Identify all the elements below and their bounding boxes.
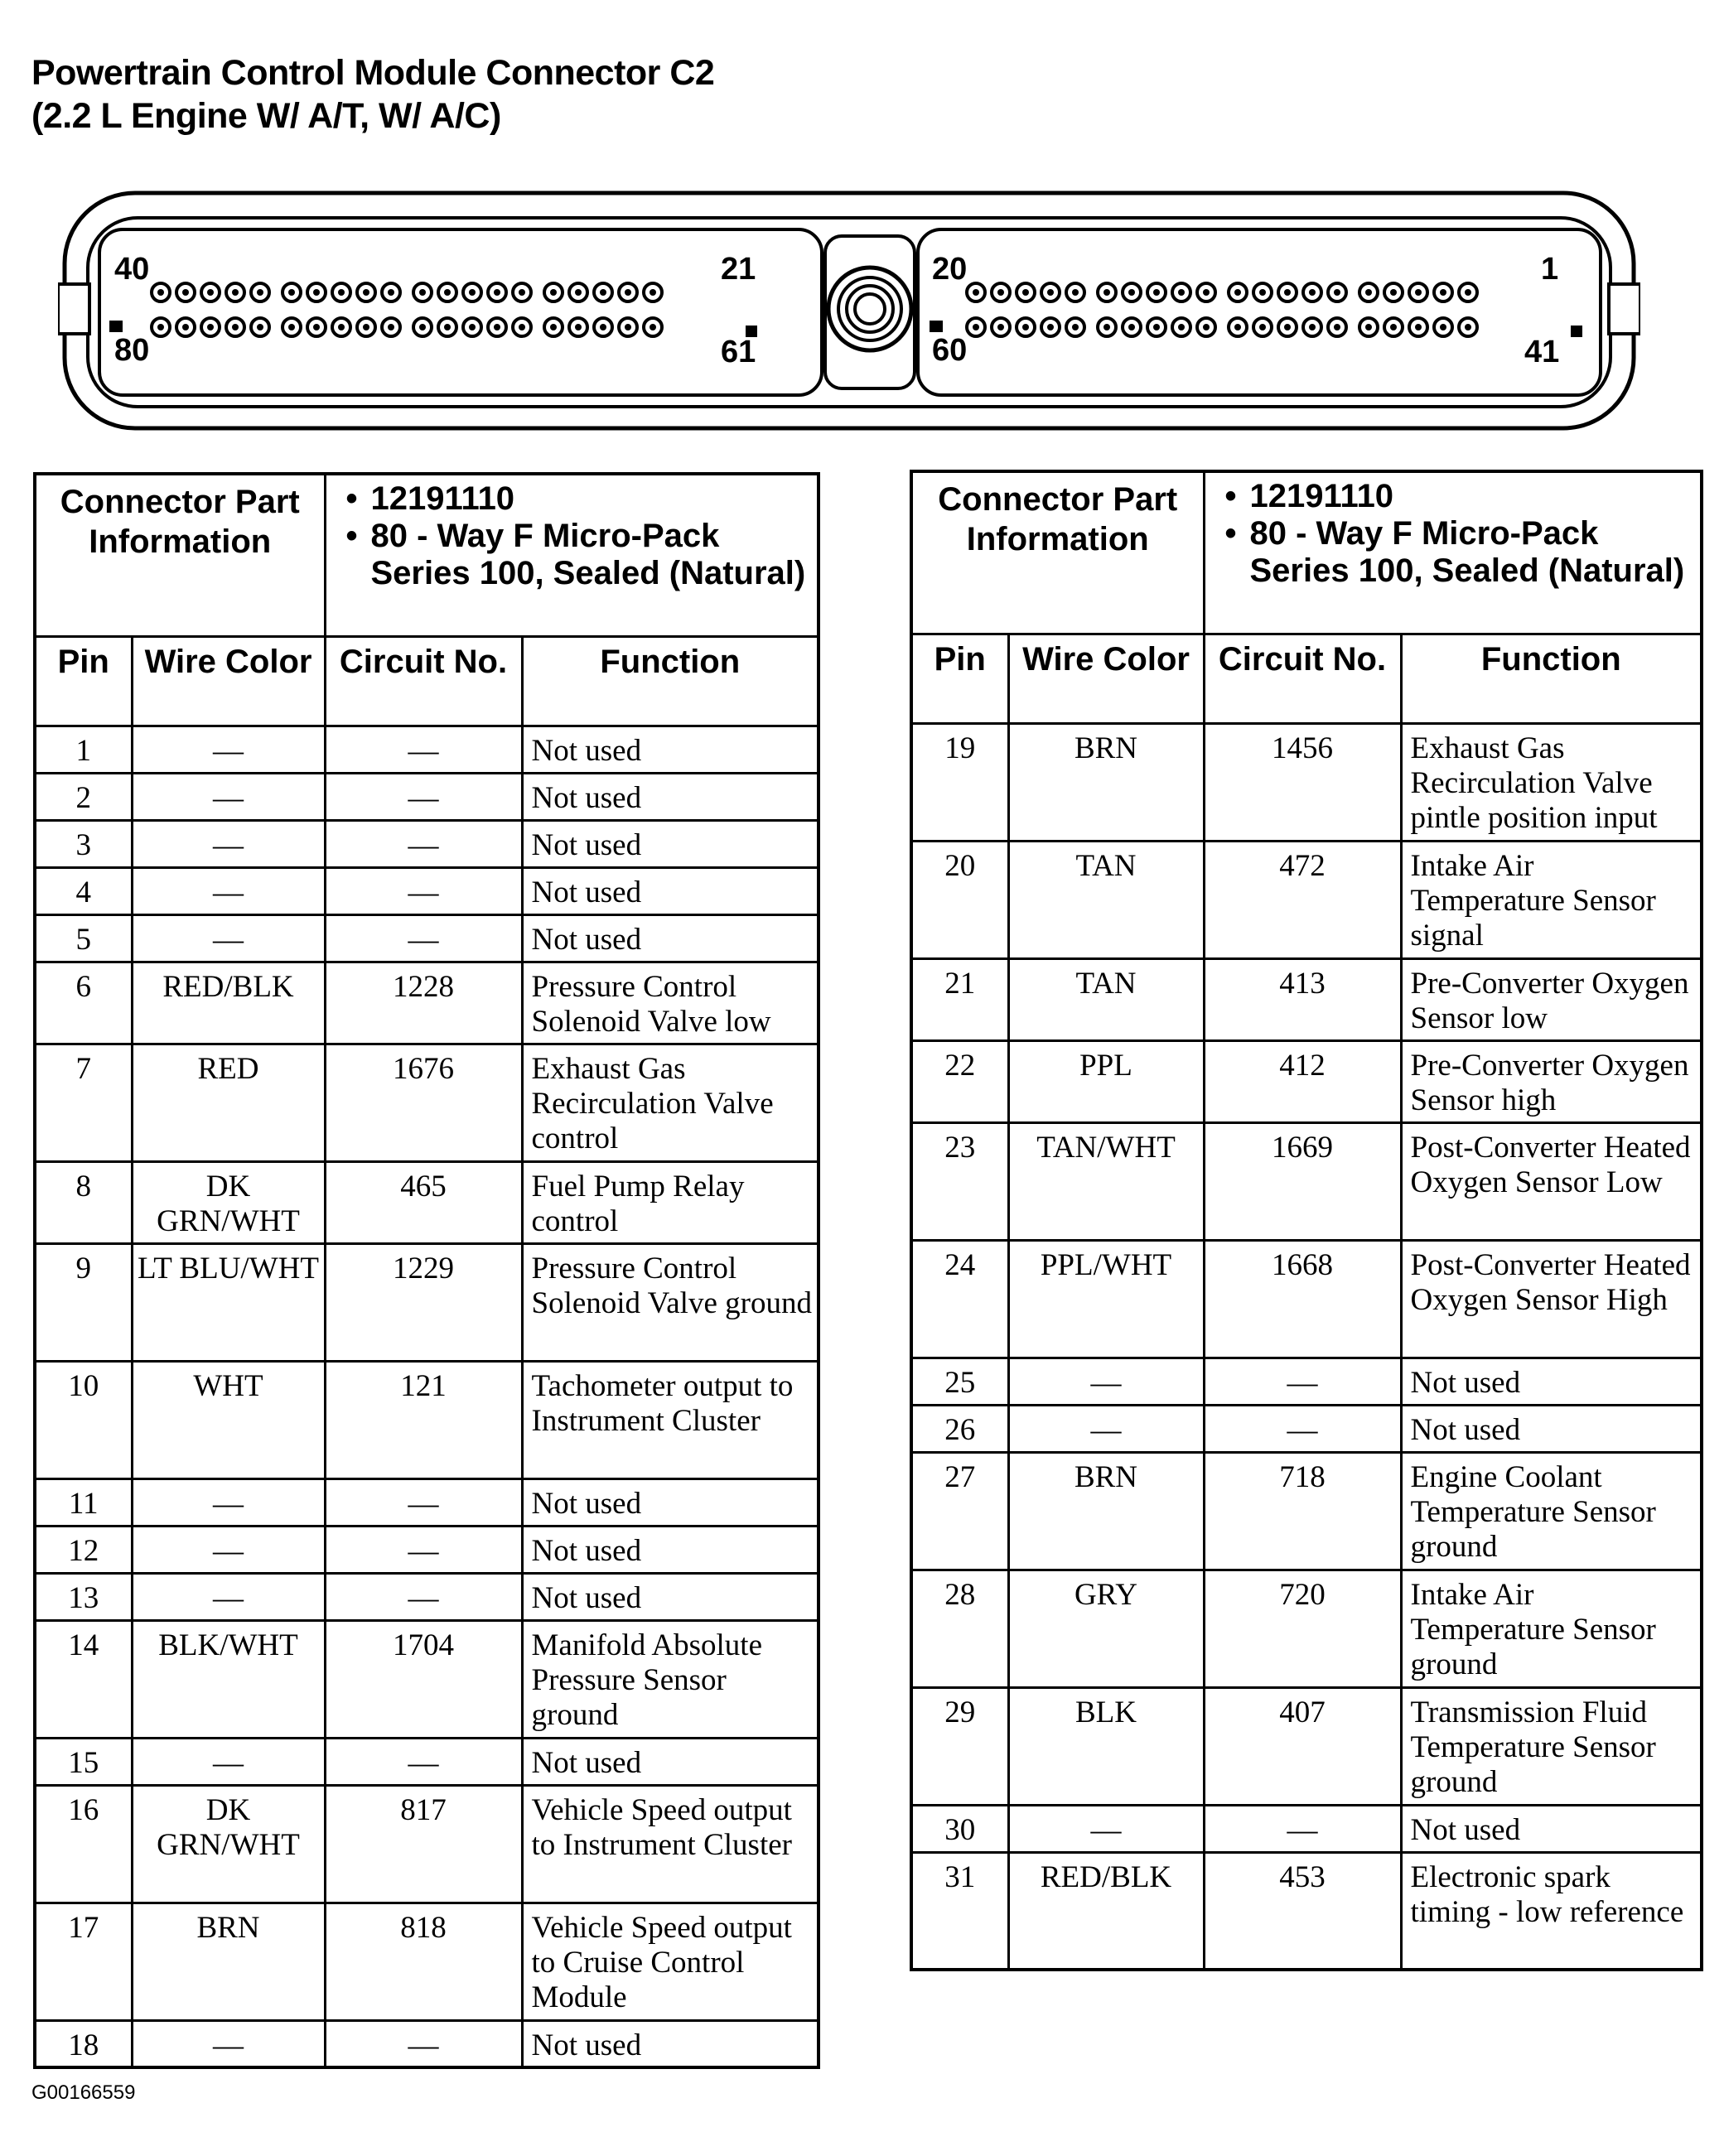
- wire-color-cell: —: [132, 773, 325, 820]
- wire-color-cell: WHT: [132, 1361, 325, 1478]
- pin-socket-center: [575, 324, 582, 330]
- function-cell: Not used: [1401, 1805, 1702, 1852]
- table-row: [911, 1852, 1702, 1970]
- table-row: [35, 820, 819, 867]
- function-cell: Not used: [522, 1738, 819, 1785]
- pin-socket-center: [363, 324, 369, 330]
- col-header-pin: Pin: [35, 636, 132, 726]
- wire-color-cell: BLK/WHT: [132, 1620, 325, 1738]
- col-header-wire-color: Wire Color: [132, 636, 325, 726]
- pin-socket-center: [1465, 289, 1471, 296]
- pin-socket-center: [494, 289, 500, 296]
- wire-color-cell: —: [132, 1573, 325, 1620]
- circuit-cell: 1668: [1204, 1240, 1401, 1358]
- function-cell: Not used: [1401, 1405, 1702, 1452]
- pin-cell: 12: [35, 1526, 132, 1573]
- col-header-circuit: Circuit No.: [1204, 634, 1401, 723]
- pin-socket-center: [313, 289, 320, 296]
- pin-socket-center: [1234, 289, 1241, 296]
- pin-socket-center: [1440, 324, 1446, 330]
- pin-socket-center: [338, 324, 345, 330]
- wire-color-cell: GRY: [1008, 1570, 1204, 1687]
- pin-socket-center: [1365, 289, 1372, 296]
- circuit-cell: —: [325, 820, 522, 867]
- pin-socket-center: [1259, 289, 1266, 296]
- pin-cell: 19: [911, 723, 1008, 841]
- circuit-cell: 817: [325, 1785, 522, 1903]
- title-line-2: (2.2 L Engine W/ A/T, W/ A/C): [31, 96, 501, 136]
- function-cell: Not used: [522, 726, 819, 773]
- circuit-cell: —: [325, 1526, 522, 1573]
- circuit-cell: 472: [1204, 841, 1401, 958]
- table-row: [35, 1903, 819, 2020]
- pin-socket-center: [1309, 289, 1316, 296]
- pin-socket-center: [232, 324, 239, 330]
- key-tab: [1571, 326, 1582, 337]
- left-pin-rows: [152, 283, 662, 336]
- wire-color-cell: PPL/WHT: [1008, 1240, 1204, 1358]
- pin-label-80: 80: [114, 333, 150, 368]
- pin-socket-center: [1103, 324, 1110, 330]
- wire-color-cell: TAN/WHT: [1008, 1122, 1204, 1240]
- pin-socket-center: [973, 324, 979, 330]
- right-pin-block: [918, 229, 1601, 395]
- table-row: [35, 1044, 819, 1161]
- part-info-label: Connector Part Information: [911, 471, 1204, 634]
- col-header-function: Function: [1401, 634, 1702, 723]
- wire-color-cell: RED/BLK: [1008, 1852, 1204, 1970]
- right-latch: [1609, 284, 1640, 334]
- part-number: • 12191110: [371, 480, 809, 518]
- function-cell: Transmission Fluid Temperature Sensor ground: [1401, 1687, 1702, 1805]
- function-cell: Not used: [522, 773, 819, 820]
- pin-cell: 1: [35, 726, 132, 773]
- wire-color-cell: BRN: [1008, 723, 1204, 841]
- table-row: [911, 1405, 1702, 1452]
- col-header-pin: Pin: [911, 634, 1008, 723]
- pin-cell: 25: [911, 1358, 1008, 1405]
- circuit-cell: 1704: [325, 1620, 522, 1738]
- function-cell: Vehicle Speed output to Instrument Cluster: [522, 1785, 819, 1903]
- pin-cell: 28: [911, 1570, 1008, 1687]
- col-header-function: Function: [522, 636, 819, 726]
- title-line-1: Powertrain Control Module Connector C2: [31, 53, 715, 93]
- pin-cell: 13: [35, 1573, 132, 1620]
- wire-color-cell: —: [132, 820, 325, 867]
- pin-socket-center: [1128, 289, 1135, 296]
- wire-color-cell: —: [1008, 1405, 1204, 1452]
- pin-cell: 18: [35, 2020, 132, 2067]
- pin-socket-center: [600, 289, 606, 296]
- pin-socket-center: [288, 289, 295, 296]
- circuit-cell: 453: [1204, 1852, 1401, 1970]
- pin-cell: 7: [35, 1044, 132, 1161]
- table-row: [35, 1785, 819, 1903]
- wire-color-cell: —: [132, 726, 325, 773]
- pin-socket-center: [1415, 289, 1422, 296]
- wire-color-cell: PPL: [1008, 1040, 1204, 1122]
- pin-socket-center: [419, 324, 426, 330]
- wire-color-cell: —: [132, 867, 325, 914]
- circuit-cell: 1676: [325, 1044, 522, 1161]
- pin-label-20: 20: [932, 252, 968, 287]
- wire-color-cell: BRN: [132, 1903, 325, 2020]
- table-row: [911, 723, 1702, 841]
- wire-color-cell: TAN: [1008, 958, 1204, 1040]
- circuit-cell: —: [325, 2020, 522, 2067]
- pin-socket-center: [1203, 324, 1210, 330]
- pin-label-61: 61: [721, 335, 756, 369]
- pin-socket-center: [182, 289, 189, 296]
- pin-label-41: 41: [1524, 335, 1560, 369]
- pin-socket-center: [1153, 324, 1160, 330]
- function-cell: Pre-Converter Oxygen Sensor high: [1401, 1040, 1702, 1122]
- circuit-cell: 718: [1204, 1452, 1401, 1570]
- pin-socket-center: [232, 289, 239, 296]
- pin-socket-center: [1072, 289, 1079, 296]
- table-row: [911, 958, 1702, 1040]
- pin-cell: 23: [911, 1122, 1008, 1240]
- pin-cell: 17: [35, 1903, 132, 2020]
- circuit-cell: —: [325, 1573, 522, 1620]
- pin-table-right-body: [911, 723, 1702, 1970]
- wire-color-cell: BRN: [1008, 1452, 1204, 1570]
- pin-socket-center: [1415, 324, 1422, 330]
- pin-socket-center: [1334, 324, 1340, 330]
- pin-cell: 10: [35, 1361, 132, 1478]
- circuit-cell: 1228: [325, 962, 522, 1044]
- function-cell: Not used: [522, 1573, 819, 1620]
- pin-socket-center: [1284, 324, 1291, 330]
- pin-socket-center: [494, 324, 500, 330]
- function-cell: Engine Coolant Temperature Sensor ground: [1401, 1452, 1702, 1570]
- circuit-cell: 818: [325, 1903, 522, 2020]
- pin-socket-center: [1390, 289, 1397, 296]
- pin-socket-center: [997, 289, 1004, 296]
- pin-socket-center: [1128, 324, 1135, 330]
- circuit-cell: —: [325, 867, 522, 914]
- circuit-cell: 1229: [325, 1243, 522, 1361]
- pin-cell: 14: [35, 1620, 132, 1738]
- circuit-cell: 407: [1204, 1687, 1401, 1805]
- pin-socket-center: [257, 324, 263, 330]
- function-cell: Post-Converter Heated Oxygen Sensor High: [1401, 1240, 1702, 1358]
- connector-diagram: [58, 186, 1640, 435]
- pin-label-21: 21: [721, 252, 756, 287]
- circuit-cell: 1669: [1204, 1122, 1401, 1240]
- circuit-cell: —: [1204, 1358, 1401, 1405]
- pin-socket-center: [182, 324, 189, 330]
- table-row: [911, 1240, 1702, 1358]
- pin-socket-center: [469, 289, 476, 296]
- table-row: [35, 1573, 819, 1620]
- pin-socket-center: [600, 324, 606, 330]
- right-pin-rows: [967, 283, 1477, 336]
- circuit-cell: 1456: [1204, 723, 1401, 841]
- pin-socket-center: [1440, 289, 1446, 296]
- table-row: [35, 914, 819, 962]
- pin-socket-center: [257, 289, 263, 296]
- wire-color-cell: —: [1008, 1805, 1204, 1852]
- pin-socket-center: [444, 324, 451, 330]
- wire-color-cell: LT BLU/WHT: [132, 1243, 325, 1361]
- pin-socket-center: [1178, 324, 1185, 330]
- pin-socket-center: [388, 289, 394, 296]
- circuit-cell: —: [325, 914, 522, 962]
- circuit-cell: —: [325, 1478, 522, 1526]
- wire-color-cell: —: [132, 914, 325, 962]
- function-cell: Pressure Control Solenoid Valve ground: [522, 1243, 819, 1361]
- col-header-circuit: Circuit No.: [325, 636, 522, 726]
- table-row: [35, 867, 819, 914]
- table-row: [911, 841, 1702, 958]
- key-tab: [109, 321, 123, 332]
- pin-cell: 6: [35, 962, 132, 1044]
- pin-socket-center: [650, 324, 656, 330]
- pin-socket-center: [313, 324, 320, 330]
- table-row: [35, 1526, 819, 1573]
- column-header-row: [911, 634, 1702, 723]
- pin-socket-center: [363, 289, 369, 296]
- function-cell: Not used: [1401, 1358, 1702, 1405]
- function-cell: Not used: [522, 914, 819, 962]
- pin-cell: 24: [911, 1240, 1008, 1358]
- wire-color-cell: DK GRN/WHT: [132, 1161, 325, 1243]
- pin-cell: 26: [911, 1405, 1008, 1452]
- pin-socket-center: [288, 324, 295, 330]
- part-number: • 12191110: [1250, 478, 1693, 515]
- pin-socket-center: [519, 324, 525, 330]
- pin-socket-center: [207, 324, 214, 330]
- pin-socket-center: [1365, 324, 1372, 330]
- left-latch: [58, 284, 89, 334]
- pin-socket-center: [1022, 289, 1029, 296]
- pin-socket-center: [550, 324, 557, 330]
- pin-cell: 30: [911, 1805, 1008, 1852]
- wire-color-cell: BLK: [1008, 1687, 1204, 1805]
- circuit-cell: —: [325, 1738, 522, 1785]
- function-cell: Pressure Control Solenoid Valve low: [522, 962, 819, 1044]
- function-cell: Not used: [522, 1478, 819, 1526]
- table-row: [35, 1620, 819, 1738]
- table-row: [35, 1361, 819, 1478]
- pin-table-right: [910, 470, 1703, 1971]
- pin-table-left-body: [35, 726, 819, 2067]
- pin-socket-center: [419, 289, 426, 296]
- table-row: [35, 1478, 819, 1526]
- function-cell: Intake Air Temperature Sensor signal: [1401, 841, 1702, 958]
- pin-socket-center: [519, 289, 525, 296]
- wire-color-cell: TAN: [1008, 841, 1204, 958]
- wire-color-cell: —: [132, 2020, 325, 2067]
- pin-cell: 11: [35, 1478, 132, 1526]
- pin-socket-center: [650, 289, 656, 296]
- pin-socket-center: [157, 289, 164, 296]
- figure-id: G00166559: [31, 2081, 136, 2104]
- pin-socket-center: [1072, 324, 1079, 330]
- part-description: • 80 - Way F Micro-Pack Series 100, Sealed (Natural): [371, 518, 809, 592]
- pin-socket-center: [625, 289, 631, 296]
- table-row: [911, 1805, 1702, 1852]
- pin-socket-center: [550, 289, 557, 296]
- wire-color-cell: RED/BLK: [132, 962, 325, 1044]
- table-row: [35, 1738, 819, 1785]
- pin-cell: 31: [911, 1852, 1008, 1970]
- part-info-row: [35, 474, 819, 636]
- function-cell: Intake Air Temperature Sensor ground: [1401, 1570, 1702, 1687]
- wire-color-cell: —: [132, 1526, 325, 1573]
- col-header-wire-color: Wire Color: [1008, 634, 1204, 723]
- pin-label-60: 60: [932, 333, 968, 368]
- table-row: [911, 1358, 1702, 1405]
- pin-cell: 21: [911, 958, 1008, 1040]
- pin-socket-center: [388, 324, 394, 330]
- pin-socket-center: [1047, 324, 1054, 330]
- table-row: [35, 2020, 819, 2067]
- pin-socket-center: [1203, 289, 1210, 296]
- pin-socket-center: [1309, 324, 1316, 330]
- pin-socket-center: [1259, 324, 1266, 330]
- wire-color-cell: —: [132, 1478, 325, 1526]
- key-tab: [930, 321, 943, 332]
- function-cell: Post-Converter Heated Oxygen Sensor Low: [1401, 1122, 1702, 1240]
- pin-cell: 29: [911, 1687, 1008, 1805]
- function-cell: Exhaust Gas Recirculation Valve control: [522, 1044, 819, 1161]
- function-cell: Electronic spark timing - low reference: [1401, 1852, 1702, 1970]
- center-bolt: [825, 236, 915, 388]
- column-header-row: [35, 636, 819, 726]
- circuit-cell: 720: [1204, 1570, 1401, 1687]
- pin-cell: 4: [35, 867, 132, 914]
- table-row: [911, 1452, 1702, 1570]
- function-cell: Not used: [522, 867, 819, 914]
- circuit-cell: —: [325, 726, 522, 773]
- part-info-value: [325, 474, 819, 636]
- function-cell: Fuel Pump Relay control: [522, 1161, 819, 1243]
- pin-cell: 9: [35, 1243, 132, 1361]
- pin-socket-center: [1153, 289, 1160, 296]
- pin-socket-center: [1465, 324, 1471, 330]
- table-row: [911, 1570, 1702, 1687]
- table-row: [911, 1122, 1702, 1240]
- table-row: [35, 962, 819, 1044]
- table-row: [911, 1040, 1702, 1122]
- pin-socket-center: [1390, 324, 1397, 330]
- circuit-cell: —: [1204, 1405, 1401, 1452]
- table-row: [35, 773, 819, 820]
- page-title: [31, 51, 714, 137]
- table-row: [35, 726, 819, 773]
- pin-label-40: 40: [114, 252, 150, 287]
- pin-socket-center: [997, 324, 1004, 330]
- pin-socket-center: [1103, 289, 1110, 296]
- pin-cell: 5: [35, 914, 132, 962]
- part-info-row: [911, 471, 1702, 634]
- pin-socket-center: [157, 324, 164, 330]
- pin-socket-center: [469, 324, 476, 330]
- pin-socket-center: [207, 289, 214, 296]
- function-cell: Manifold Absolute Pressure Sensor ground: [522, 1620, 819, 1738]
- pin-cell: 3: [35, 820, 132, 867]
- pin-cell: 15: [35, 1738, 132, 1785]
- function-cell: Vehicle Speed output to Cruise Control Module: [522, 1903, 819, 2020]
- part-info-label: Connector Part Information: [35, 474, 325, 636]
- circuit-cell: —: [325, 773, 522, 820]
- pin-socket-center: [575, 289, 582, 296]
- circuit-cell: —: [1204, 1805, 1401, 1852]
- pin-cell: 27: [911, 1452, 1008, 1570]
- pin-cell: 2: [35, 773, 132, 820]
- pin-socket-center: [1047, 289, 1054, 296]
- table-row: [911, 1687, 1702, 1805]
- circuit-cell: 412: [1204, 1040, 1401, 1122]
- pin-socket-center: [1284, 289, 1291, 296]
- pin-cell: 20: [911, 841, 1008, 958]
- function-cell: Not used: [522, 1526, 819, 1573]
- table-row: [35, 1161, 819, 1243]
- pin-socket-center: [625, 324, 631, 330]
- circuit-cell: 465: [325, 1161, 522, 1243]
- pin-socket-center: [1234, 324, 1241, 330]
- pin-socket-center: [973, 289, 979, 296]
- function-cell: Exhaust Gas Recirculation Valve pintle position input: [1401, 723, 1702, 841]
- table-row: [35, 1243, 819, 1361]
- pin-cell: 16: [35, 1785, 132, 1903]
- pin-socket-center: [444, 289, 451, 296]
- wire-color-cell: RED: [132, 1044, 325, 1161]
- wire-color-cell: —: [1008, 1358, 1204, 1405]
- pin-socket-center: [338, 289, 345, 296]
- pin-socket-center: [1178, 289, 1185, 296]
- wire-color-cell: —: [132, 1738, 325, 1785]
- function-cell: Tachometer output to Instrument Cluster: [522, 1361, 819, 1478]
- connector-housing-inner: [88, 218, 1611, 407]
- pin-socket-center: [1334, 289, 1340, 296]
- part-info-value: [1204, 471, 1702, 634]
- pin-cell: 8: [35, 1161, 132, 1243]
- circuit-cell: 121: [325, 1361, 522, 1478]
- circuit-cell: 413: [1204, 958, 1401, 1040]
- function-cell: Pre-Converter Oxygen Sensor low: [1401, 958, 1702, 1040]
- function-cell: Not used: [522, 820, 819, 867]
- function-cell: Not used: [522, 2020, 819, 2067]
- part-description: • 80 - Way F Micro-Pack Series 100, Sealed (Natural): [1250, 515, 1693, 590]
- wire-color-cell: DK GRN/WHT: [132, 1785, 325, 1903]
- left-pin-block: [99, 229, 822, 395]
- pin-cell: 22: [911, 1040, 1008, 1122]
- pin-label-1: 1: [1541, 252, 1559, 287]
- pin-socket-center: [1022, 324, 1029, 330]
- pin-table-left: [33, 472, 820, 2069]
